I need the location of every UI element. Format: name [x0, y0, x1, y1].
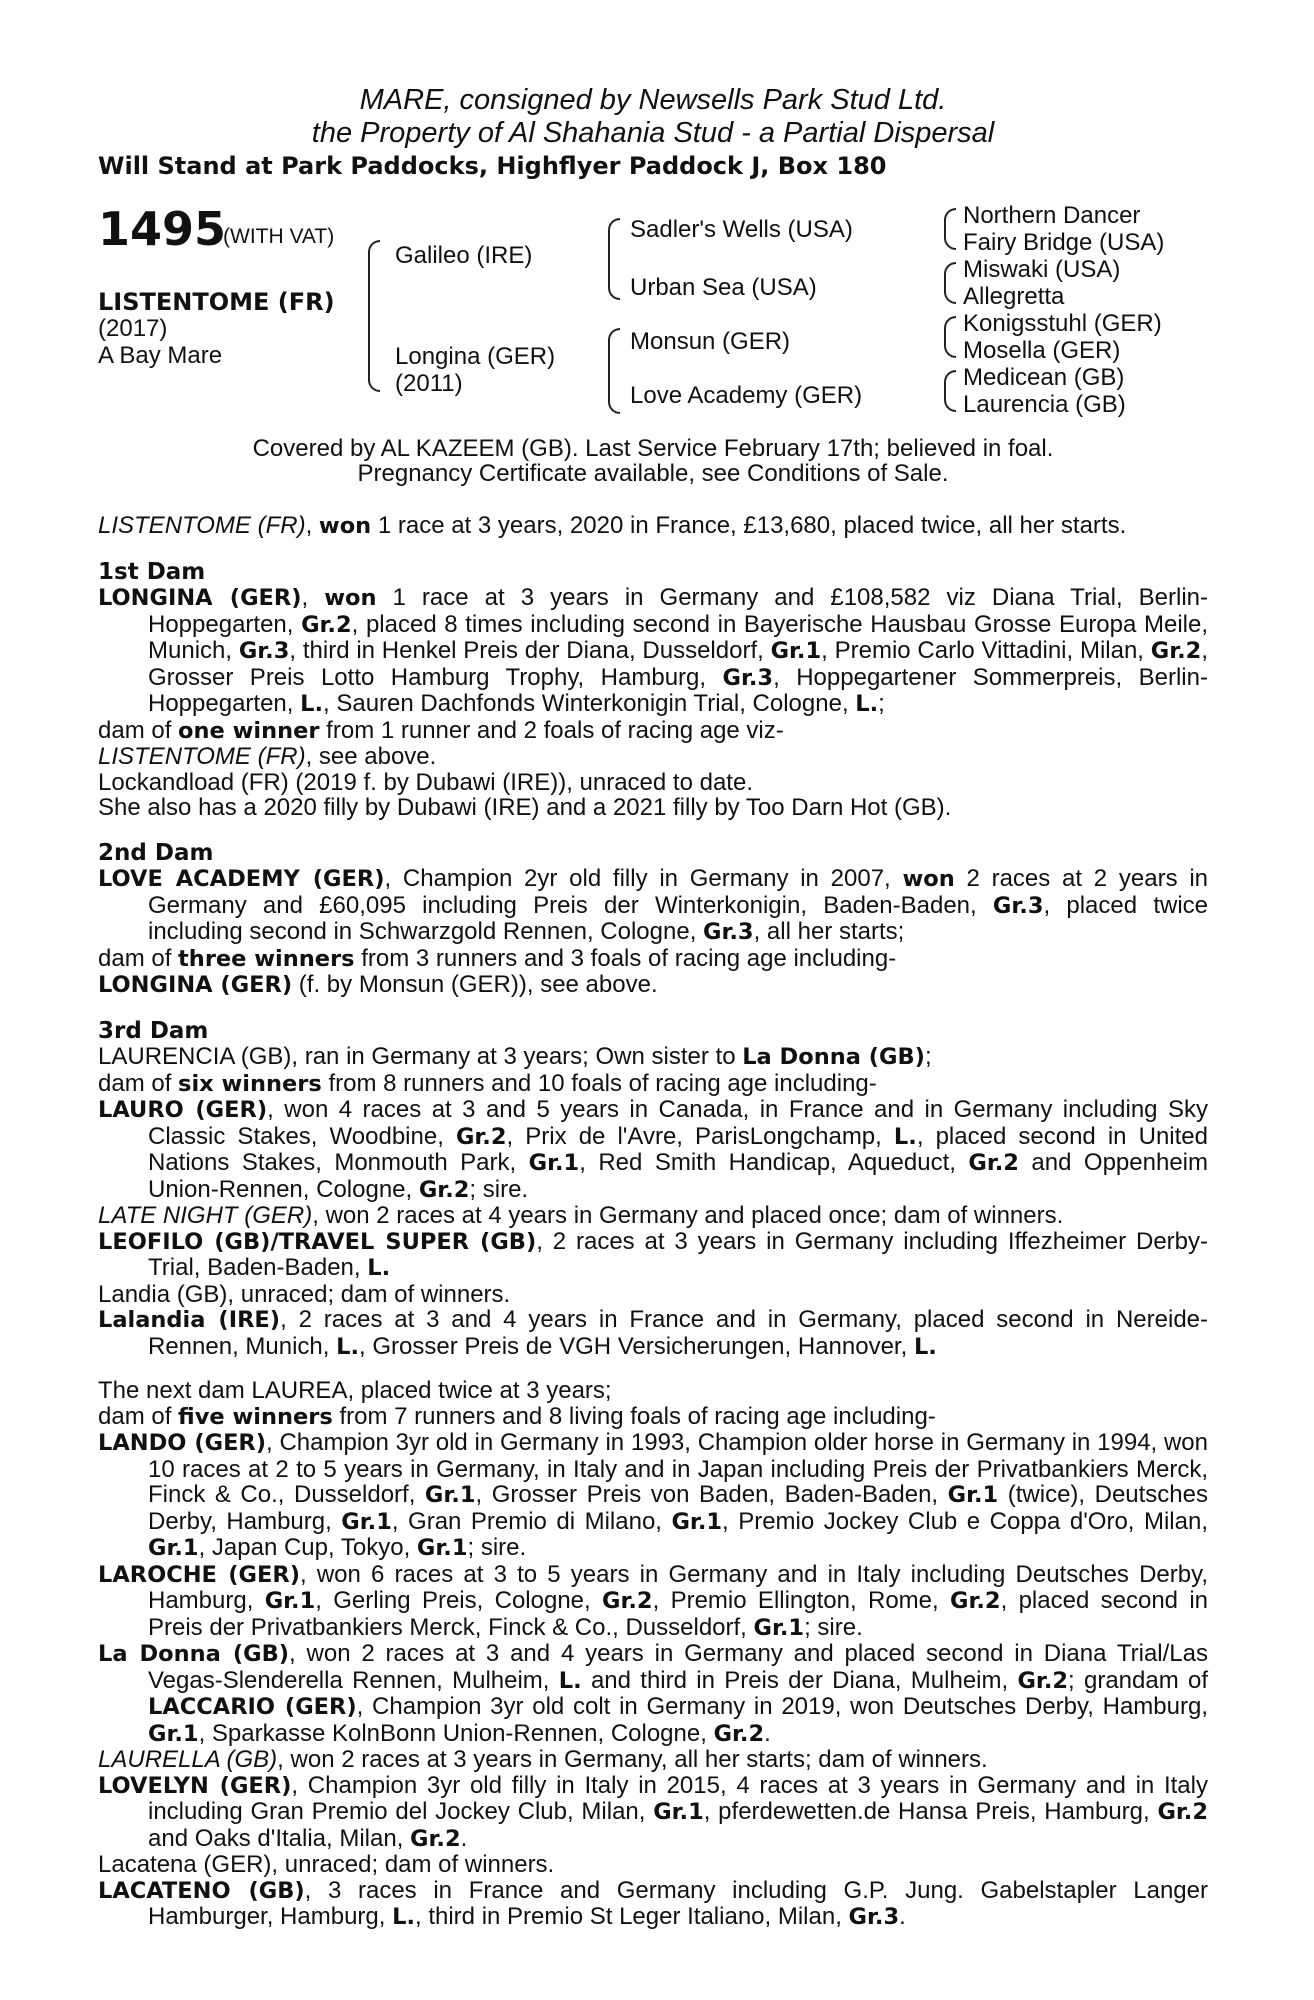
text: , placed second in Preis der Privatbankiers Merck, Finck & Co., Dusseldorf, — [148, 1587, 1209, 1641]
pregnancy-line: Pregnancy Certificate available, see Conditions of Sale. — [357, 460, 949, 487]
produce-entry — [98, 744, 1208, 770]
text: , Gerling Preis, Cologne, — [315, 1587, 603, 1614]
text: , Grosser Preis de VGH Versicherungen, Hannover, — [359, 1332, 914, 1360]
gen3-sds: Miswaki (USA) — [963, 256, 1121, 283]
winners-count: three winners — [178, 945, 355, 972]
text: ; sire. — [469, 1175, 529, 1203]
grade: Gr.1 — [753, 1614, 805, 1641]
text: , — [305, 512, 319, 539]
grade: L. — [392, 1904, 415, 1930]
property-line: the Property of Al Shahania Stud - a Partial Dispersal — [311, 117, 995, 149]
grade: L. — [558, 1667, 582, 1694]
produce-entry — [98, 1307, 1208, 1360]
winners-count: one winner — [178, 717, 320, 744]
horse-year: (2017) — [98, 315, 168, 342]
text: and Oaks d'Italia, Milan, — [148, 1824, 411, 1852]
gen3-ssd: Fairy Bridge (USA) — [963, 229, 1165, 256]
text: dam of — [98, 1402, 179, 1430]
pedigree-brace — [944, 262, 956, 304]
dam2-produce-summary — [98, 946, 1208, 973]
grade: L. — [855, 691, 879, 717]
pedigree-brace — [608, 328, 620, 414]
dam3-heading: 3rd Dam — [98, 1017, 209, 1044]
grade: Gr.1 — [653, 1799, 704, 1825]
pedigree-block — [98, 200, 1208, 430]
sire-name: Galileo (IRE) — [395, 242, 533, 269]
grade: L. — [893, 1123, 917, 1150]
text: , Champion 3yr old in Germany in 1993, Champion older horse in Germany in 1994, won 10 races at 2 to 5 years in Germany, in Italy and in Japan including Preis der Privatbankiers Merck, Finck & Co., Dusseldorf, — [148, 1429, 1208, 1508]
text: , Prix de l'Avre, ParisLongchamp, — [506, 1122, 894, 1150]
text: , won 4 races at 3 and 5 years in Canada, in France and in Germany including Sky Classic Stakes, Woodbine, — [148, 1096, 1208, 1150]
grade: Gr.2 — [968, 1150, 1019, 1176]
won-label: won — [324, 585, 377, 611]
text: , won 2 races at 3 years in Germany, all her starts; dam of winners. — [277, 1746, 988, 1773]
produce-entry — [98, 972, 1208, 999]
dam-year: (2011) — [395, 370, 463, 397]
grade: Gr.2 — [713, 1720, 765, 1747]
dam1-heading: 1st Dam — [98, 558, 206, 585]
grade: Gr.1 — [148, 1535, 199, 1561]
text: 1 race at 3 years, 2020 in France, £13,680, placed twice, all her starts. — [371, 512, 1127, 539]
text: ; — [924, 1043, 932, 1070]
text: ; sire. — [467, 1534, 527, 1561]
gen3-dss: Konigsstuhl (GER) — [963, 310, 1162, 337]
grade: Gr.2 — [950, 1588, 1001, 1614]
text: , Grosser Preis von Baden, Baden-Baden, — [475, 1481, 948, 1508]
foal-name: LAROCHE (GER) — [98, 1561, 300, 1588]
grade: Gr.1 — [671, 1508, 723, 1535]
spacer — [98, 1360, 1208, 1378]
horse-name: LISTENTOME (FR) — [98, 288, 335, 316]
grade: Gr.3 — [238, 638, 290, 664]
grade: Gr.3 — [848, 1904, 900, 1930]
grade: Gr.1 — [528, 1150, 580, 1176]
grade: Gr.2 — [1150, 638, 1202, 664]
won-label: won — [902, 866, 955, 892]
gen3-dsd: Mosella (GER) — [963, 337, 1121, 364]
produce-entry — [98, 1097, 1208, 1203]
pedigree-brace — [608, 218, 620, 300]
race-record — [98, 513, 1208, 1931]
foal-name: La Donna (GB) — [98, 1641, 290, 1667]
produce-entry — [98, 1430, 1208, 1562]
stabling-line: Will Stand at Park Paddocks, Highflyer Paddock J, Box 180 — [98, 152, 887, 180]
text: . — [460, 1824, 468, 1852]
dam-name: Longina (GER) — [395, 343, 556, 370]
text: , placed 8 times including second in Bayerische Hausbau Grosse Europa Meile, Munich, — [148, 610, 1208, 664]
foal-name: LISTENTOME (FR) — [98, 743, 306, 770]
grade: Gr.3 — [703, 919, 754, 945]
dam-dam: Love Academy (GER) — [630, 382, 863, 409]
text: , 2 races at 3 years in Germany including Iffezheimer Derby-Trial, Baden-Baden, — [148, 1227, 1208, 1281]
text: , Premio Ellington, Rome, — [652, 1587, 951, 1614]
grade: Gr.2 — [301, 611, 352, 638]
produce-entry: Lacatena (GER), unraced; dam of winners. — [98, 1851, 555, 1878]
text: , Champion 3yr old filly in Italy in 2015, 4 races at 3 years in Germany and in Italy including Gran Premio del Jockey Club, Milan, — [148, 1771, 1208, 1825]
text: , Grosser Preis Lotto Hamburg Trophy, Hamburg, — [148, 637, 1208, 691]
foal-name: LONGINA (GER) — [98, 972, 293, 998]
pedigree-brace — [944, 208, 956, 250]
dam4-record: The next dam LAUREA, placed twice at 3 years; — [98, 1377, 612, 1404]
sister-name: La Donna (GB) — [742, 1044, 925, 1070]
text: , Champion 3yr old colt in Germany in 2019, won Deutsches Derby, Hamburg, — [356, 1693, 1208, 1720]
foal-name: LAURO (GER) — [98, 1097, 268, 1123]
dam2-record — [98, 866, 1208, 946]
grade: Gr.1 — [770, 638, 822, 664]
produce-entry: Landia (GB), unraced; dam of winners. — [98, 1280, 511, 1308]
dam1-name: LONGINA (GER) — [98, 585, 302, 611]
grade: Gr.1 — [341, 1508, 392, 1535]
grade: L. — [336, 1333, 359, 1360]
text: , 2 races at 3 and 4 years in France and in Germany, placed second in Nereide-Rennen, Munich, — [148, 1306, 1209, 1360]
dam1-also: She also has a 2020 filly by Dubawi (IRE) and a 2021 filly by Too Darn Hot (GB). — [98, 794, 952, 821]
text: . — [764, 1719, 771, 1747]
produce-entry: Lockandload (FR) (2019 f. by Dubawi (IRE)), unraced to date. — [98, 768, 753, 796]
text: , all her starts; — [753, 918, 905, 945]
text: , see above. — [305, 743, 437, 770]
text: , won 2 races at 4 years in Germany and placed once; dam of winners. — [312, 1202, 1064, 1229]
text: , Japan Cup, Tokyo, — [198, 1534, 417, 1561]
dam3-record — [98, 1044, 1208, 1071]
text: dam of — [98, 944, 179, 972]
grade: L. — [913, 1333, 937, 1360]
foal-name: LANDO (GER) — [98, 1430, 267, 1456]
text: , Hoppegartener Sommerpreis, Berlin-Hoppegarten, — [148, 663, 1208, 717]
grade: Gr.3 — [722, 664, 774, 691]
produce-entry — [98, 1562, 1208, 1642]
text: , Sparkasse KolnBonn Union-Rennen, Cologne, — [198, 1719, 714, 1747]
foal-name: LATE NIGHT (GER) — [98, 1202, 313, 1229]
text: ; — [878, 690, 885, 717]
winners-count: five winners — [178, 1403, 333, 1430]
grade: Gr.1 — [416, 1535, 468, 1561]
text: from 1 runner and 2 foals of racing age viz- — [319, 716, 784, 744]
grade: Gr.2 — [1157, 1799, 1208, 1825]
text: , won 2 races at 3 and 4 years in Germany and placed second in Diana Trial/Las Vegas-Slenderella Rennen, Mulheim, — [148, 1640, 1208, 1694]
lot-header — [98, 84, 1208, 182]
text: , won 6 races at 3 to 5 years in Germany and in Italy including Deutsches Derby, Hamburg, — [148, 1560, 1208, 1614]
intro-name: LISTENTOME (FR) — [98, 512, 306, 539]
foal-name: LEOFILO (GB)/TRAVEL SUPER (GB) — [98, 1228, 537, 1255]
sire-sire: Sadler's Wells (USA) — [630, 216, 853, 243]
text: 2 races at 2 years in Germany and £60,095 including Preis der Winterkonigin, Baden-Baden, — [148, 865, 1209, 919]
text: , Premio Carlo Vittadini, Milan, — [821, 637, 1151, 664]
grade: Gr.2 — [1017, 1667, 1069, 1694]
grade: Gr.1 — [148, 1720, 199, 1747]
text: , Red Smith Handicap, Aqueduct, — [579, 1149, 969, 1176]
gen3-sss: Northern Dancer — [963, 202, 1141, 229]
text: dam of — [98, 716, 179, 744]
text: , Gran Premio di Milano, — [391, 1507, 672, 1535]
winners-count: six winners — [178, 1070, 322, 1097]
text: (f. by Monsun (GER)), see above. — [292, 971, 658, 998]
pedigree-brace — [944, 316, 956, 358]
text: , Premio Jockey Club e Coppa d'Oro, Milan, — [722, 1507, 1208, 1535]
dam3-produce-summary — [98, 1071, 1208, 1098]
text: 1 race at 3 years in Germany and £108,582 viz Diana Trial, Berlin-Hoppegarten, — [148, 584, 1209, 638]
lot-number: 1495 — [98, 202, 227, 256]
covering-notes — [98, 436, 1208, 486]
foal-name: Lalandia (IRE) — [98, 1307, 281, 1333]
foal-name: LAURELLA (GB) — [98, 1746, 278, 1773]
pedigree-brace — [944, 370, 956, 412]
text: dam of — [98, 1069, 179, 1097]
text: ; sire. — [804, 1613, 863, 1641]
grade: Gr.2 — [418, 1176, 470, 1203]
produce-entry — [98, 1203, 1208, 1229]
dam1-record — [98, 585, 1208, 718]
consignor-line: MARE, consigned by Newsells Park Stud Ltd. — [359, 84, 947, 116]
dam4-produce-summary — [98, 1404, 1208, 1431]
grade: Gr.3 — [992, 892, 1044, 919]
won-label: won — [318, 513, 372, 539]
grade: Gr.1 — [424, 1482, 476, 1508]
gen3-dds: Medicean (GB) — [963, 364, 1125, 391]
dam2-heading: 2nd Dam — [98, 839, 214, 866]
grade: Gr.2 — [455, 1123, 507, 1150]
text: and third in Preis der Diana, Mulheim, — [581, 1666, 1018, 1694]
grandson-name: LACCARIO (GER) — [148, 1694, 357, 1720]
grade: Gr.1 — [947, 1482, 999, 1508]
text: , placed twice including second in Schwarzgold Rennen, Cologne, — [148, 891, 1209, 945]
covered-line: Covered by AL KAZEEM (GB). Last Service February 17th; believed in foal. — [252, 435, 1054, 462]
gen3-sdd: Allegretta — [963, 283, 1065, 310]
sire-dam: Urban Sea (USA) — [630, 274, 817, 301]
text: and Oppenheim Union-Rennen, Cologne, — [148, 1149, 1208, 1203]
horse-description: A Bay Mare — [98, 342, 223, 369]
pedigree-brace — [368, 240, 380, 392]
foal-name: LOVELYN (GER) — [98, 1772, 292, 1799]
grade: L. — [300, 691, 323, 717]
text: , — [301, 584, 325, 611]
gen3-ddd: Laurencia (GB) — [963, 391, 1126, 418]
foal-name: LACATENO (GB) — [98, 1877, 305, 1904]
intro-line — [98, 513, 1208, 540]
text: . — [899, 1903, 906, 1930]
produce-entry — [98, 1773, 1208, 1853]
text: , Sauren Dachfonds Winterkonigin Trial, Cologne, — [323, 690, 856, 717]
produce-entry — [98, 1641, 1208, 1747]
text: from 8 runners and 10 foals of racing age including- — [321, 1069, 877, 1097]
text: , Champion 2yr old filly in Germany in 2007, — [384, 865, 903, 892]
dam-sire: Monsun (GER) — [630, 328, 791, 355]
grade: Gr.2 — [410, 1825, 461, 1852]
dam1-produce-summary — [98, 718, 1208, 745]
dam2-name: LOVE ACADEMY (GER) — [98, 866, 385, 892]
text: (twice), Deutsches Derby, Hamburg, — [148, 1481, 1209, 1535]
grade: L. — [367, 1255, 391, 1281]
produce-entry — [98, 1878, 1208, 1931]
vat-note: (WITH VAT) — [223, 225, 335, 248]
text: from 7 runners and 8 living foals of racing age including- — [332, 1402, 936, 1430]
text: LAURENCIA (GB), ran in Germany at 3 years; Own sister to — [98, 1043, 743, 1070]
text: , placed second in United Nations Stakes, Monmouth Park, — [148, 1122, 1208, 1176]
text: , 3 races in France and Germany including G.P. Jung. Gabelstapler Langer Hamburger, Hamburg, — [148, 1876, 1208, 1930]
text: , third in Premio St Leger Italiano, Milan, — [415, 1903, 849, 1930]
produce-entry — [98, 1747, 1208, 1773]
text: from 3 runners and 3 foals of racing age including- — [354, 944, 897, 972]
grade: Gr.2 — [602, 1588, 653, 1614]
text: , third in Henkel Preis der Diana, Dusseldorf, — [289, 637, 771, 664]
text: ; grandam of — [1068, 1666, 1209, 1694]
grade: Gr.1 — [264, 1588, 316, 1614]
produce-entry — [98, 1229, 1208, 1282]
text: , pferdewetten.de Hansa Preis, Hamburg, — [703, 1798, 1158, 1825]
